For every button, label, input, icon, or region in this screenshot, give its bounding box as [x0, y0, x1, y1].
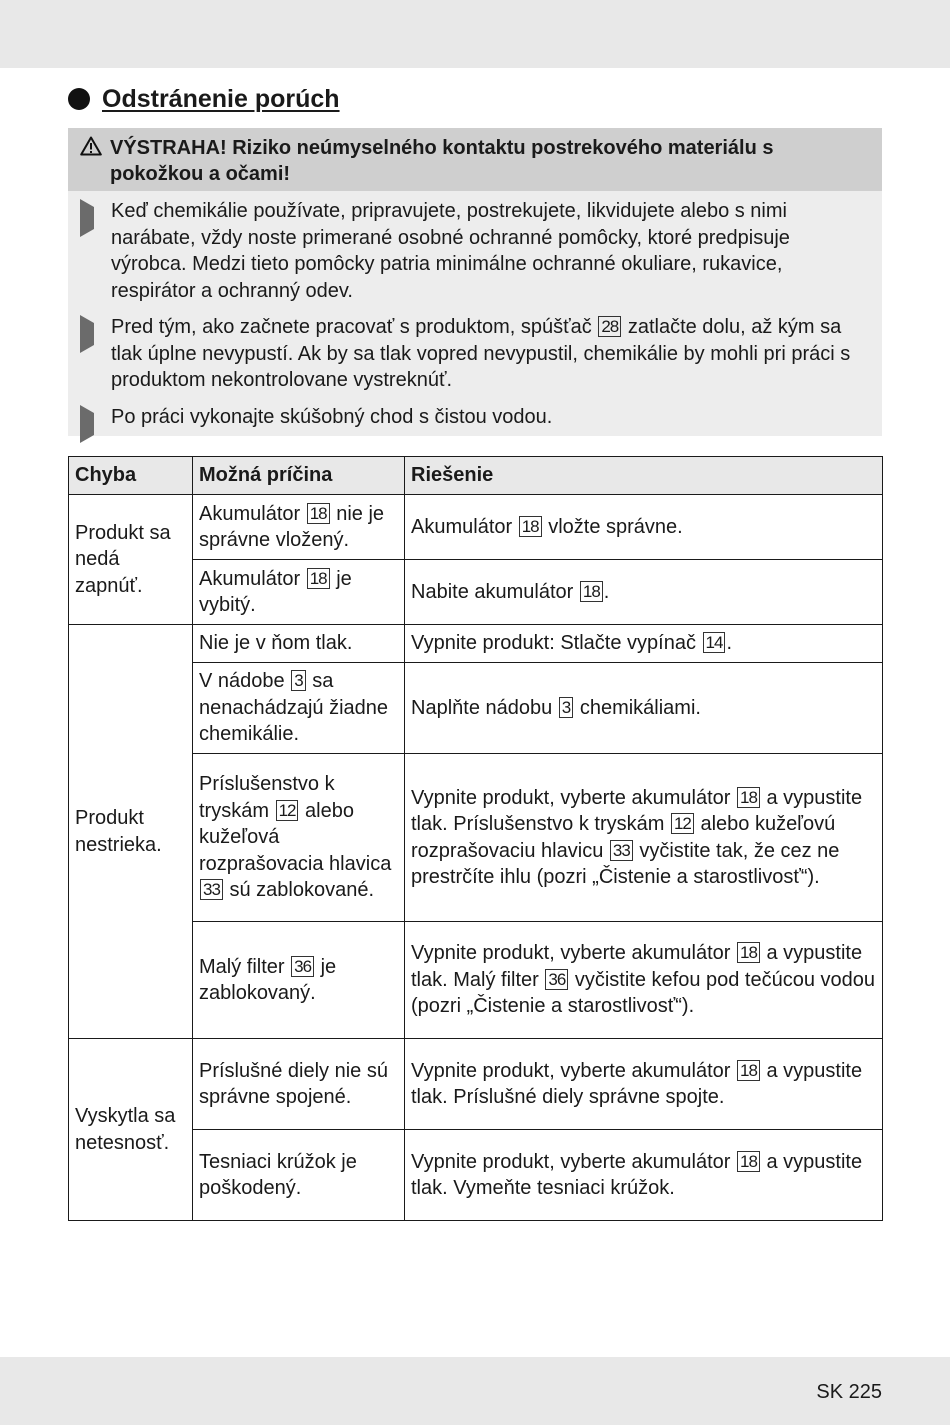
fault-cell: Produkt nestrieka. [69, 625, 193, 1039]
part-reference-box: 18 [737, 942, 760, 963]
part-reference-box: 18 [737, 1151, 760, 1172]
cause-cell: Príslušenstvo k tryskám 12 alebo kužeľová rozprašovacia hlavica 33 sú zablokované. [193, 754, 405, 922]
play-triangle-icon [68, 198, 111, 304]
part-reference-box: 14 [703, 632, 726, 653]
solution-cell: Nabite akumulátor 18 . [405, 560, 883, 625]
cause-cell: Príslušné diely nie sú správne spojené. [193, 1039, 405, 1130]
play-triangle-icon [68, 314, 111, 394]
part-reference-box: 18 [307, 568, 330, 589]
warning-item-text: Pred tým, ako začnete pracovať s produktom, spúšťač 28 zatlačte dolu, až kým sa tlak úplne nevypustí. Ak by sa tlak vopred nevypustil, chemikálie by mohli pri práci s produktom nekontrolovane vystreknúť. [111, 316, 851, 391]
part-reference-box: 18 [737, 1060, 760, 1081]
page-number: SK 225 [816, 1381, 882, 1403]
table-row [69, 1039, 883, 1130]
filled-circle-icon [68, 88, 90, 110]
part-reference-box: 18 [307, 503, 330, 524]
cause-cell: Tesniaci krúžok je poškodený. [193, 1130, 405, 1221]
fault-cell: Vyskytla sa netesnosť. [69, 1039, 193, 1221]
solution-cell: Naplňte nádobu 3 chemikáliami. [405, 663, 883, 754]
section-heading [68, 84, 340, 114]
warning-header [68, 128, 882, 191]
solution-cell: Vypnite produkt, vyberte akumulátor 18 a vypustite tlak. Malý filter 36 vyčistite kefou pod tečúcou vodou (pozri „Čistenie a starostlivosť“). [405, 922, 883, 1039]
troubleshooting-table [68, 456, 883, 1221]
warning-item-text: Keď chemikálie používate, pripravujete, postrekujete, likvidujete alebo s nimi narábate, vždy noste primerané osobné ochranné pomôcky, ktoré predpisuje výrobca. Medzi tieto pomôcky patria minimálne ochranné okuliare, rukavice, respirátor a ochranný odev. [111, 200, 790, 302]
header-band [0, 0, 950, 68]
part-reference-box: 36 [291, 956, 314, 977]
column-header-cause: Možná príčina [193, 457, 405, 495]
part-reference-box: 3 [559, 697, 573, 718]
column-header-solution: Riešenie [405, 457, 883, 495]
part-reference-box: 18 [580, 581, 603, 602]
part-reference-box: 12 [671, 813, 694, 834]
fault-cell: Produkt sa nedá zapnúť. [69, 495, 193, 625]
part-reference-box: 18 [519, 516, 542, 537]
column-header-fault: Chyba [69, 457, 193, 495]
part-reference-box: 33 [200, 879, 223, 900]
part-reference-box: 3 [291, 670, 305, 691]
table-row [69, 495, 883, 560]
warning-triangle-icon [80, 135, 106, 191]
solution-cell: Vypnite produkt, vyberte akumulátor 18 a vypustite tlak. Príslušenstvo k tryskám 12 alebo kužeľovú rozprašovaciu hlavicu 33 vyčistite tak, že cez ne prestrčíte ihlu (pozri „Čistenie a starostlivosť“). [405, 754, 883, 922]
cause-cell: V nádobe 3 sa nenachádzajú žiadne chemikálie. [193, 663, 405, 754]
table-row [69, 625, 883, 663]
part-reference-box: 18 [737, 787, 760, 808]
warning-item-text: Po práci vykonajte skúšobný chod s čistou vodou. [111, 406, 553, 428]
warning-item [68, 314, 882, 394]
warning-box [68, 128, 882, 436]
cause-cell: Malý filter 36 je zablokovaný. [193, 922, 405, 1039]
part-reference-box: 36 [545, 969, 568, 990]
solution-cell: Vypnite produkt: Stlačte vypínač 14 . [405, 625, 883, 663]
cause-cell: Nie je v ňom tlak. [193, 625, 405, 663]
part-reference-box: 12 [276, 800, 299, 821]
solution-cell: Vypnite produkt, vyberte akumulátor 18 a vypustite tlak. Vymeňte tesniaci krúžok. [405, 1130, 883, 1221]
warning-item [68, 404, 882, 438]
warning-heading: VÝSTRAHA! Riziko neúmyselného kontaktu postrekového materiálu s pokožkou a očami! [110, 137, 774, 185]
warning-item [68, 198, 882, 304]
part-reference-box: 28 [598, 316, 621, 337]
part-reference-box: 33 [610, 840, 633, 861]
footer-band [0, 1357, 950, 1425]
solution-cell: Akumulátor 18 vložte správne. [405, 495, 883, 560]
solution-cell: Vypnite produkt, vyberte akumulátor 18 a vypustite tlak. Príslušné diely správne spojte. [405, 1039, 883, 1130]
cause-cell: Akumulátor 18 je vybitý. [193, 560, 405, 625]
table-header-row [69, 457, 883, 495]
section-title: Odstránenie porúch [102, 84, 340, 113]
play-triangle-icon [68, 404, 111, 438]
cause-cell: Akumulátor 18 nie je správne vložený. [193, 495, 405, 560]
